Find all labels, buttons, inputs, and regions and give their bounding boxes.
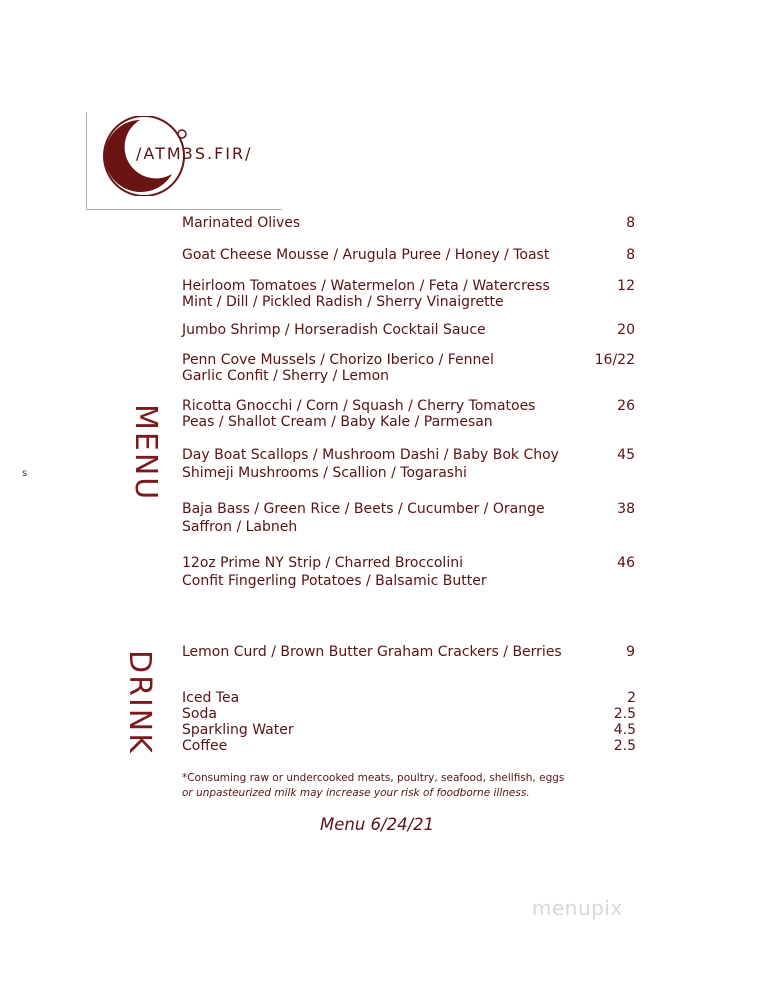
item-price: 26 (617, 398, 635, 414)
beverage-item (182, 706, 636, 722)
beverage-item (182, 738, 636, 754)
menu-item (182, 215, 638, 231)
menu-item (182, 247, 638, 263)
item-description: Peas / Shallot Cream / Baby Kale / Parmesan (182, 414, 493, 430)
item-description: Saffron / Labneh (182, 519, 298, 535)
item-price: 16/22 (594, 352, 635, 368)
drink-side-label: DRINK (122, 650, 157, 755)
item-name: 12oz Prime NY Strip / Charred Broccolini (182, 555, 463, 571)
restaurant-logo (100, 116, 290, 194)
watermark: menupix (532, 896, 623, 920)
item-name: Goat Cheese Mousse / Arugula Puree / Honey / Toast (182, 247, 550, 263)
beverage-price: 2.5 (613, 738, 636, 754)
item-name: Day Boat Scallops / Mushroom Dashi / Baby Bok Choy (182, 447, 559, 463)
item-name: Penn Cove Mussels / Chorizo Iberico / Fennel (182, 352, 494, 368)
item-price: 46 (617, 555, 635, 571)
menu-item (182, 352, 638, 384)
item-price: 45 (617, 447, 635, 463)
beverage-name: Coffee (182, 738, 228, 754)
item-name: Baja Bass / Green Rice / Beets / Cucumber / Orange (182, 501, 545, 517)
item-description: Confit Fingerling Potatoes / Balsamic Butter (182, 573, 487, 589)
item-name: Ricotta Gnocchi / Corn / Squash / Cherry Tomatoes (182, 398, 536, 414)
item-name: Lemon Curd / Brown Butter Graham Crackers / Berries (182, 644, 562, 660)
beverage-item (182, 722, 636, 738)
stray-mark: s (22, 468, 28, 479)
beverage-price: 4.5 (613, 722, 636, 738)
menu-item (182, 446, 638, 482)
menu-item (182, 500, 638, 536)
beverage-name: Soda (182, 706, 217, 722)
menu-side-label: MENU (128, 404, 163, 502)
item-price: 12 (617, 278, 635, 294)
item-price: 20 (617, 322, 635, 338)
item-description: Mint / Dill / Pickled Radish / Sherry Vinaigrette (182, 294, 504, 310)
beverage-price: 2 (627, 690, 636, 706)
menu-item (182, 554, 638, 590)
item-description: Shimeji Mushrooms / Scallion / Togarashi (182, 465, 467, 481)
item-price: 8 (626, 247, 635, 263)
item-price: 9 (626, 644, 635, 660)
menu-item (182, 278, 638, 310)
item-price: 8 (626, 215, 635, 231)
food-safety-disclaimer (182, 771, 564, 801)
item-name: Jumbo Shrimp / Horseradish Cocktail Sauce (182, 322, 486, 338)
disclaimer-line: *Consuming raw or undercooked meats, poultry, seafood, shellfish, eggs (182, 772, 565, 784)
dessert-item (182, 644, 638, 660)
menu-date: Menu 6/24/21 (320, 815, 435, 834)
menu-item (182, 398, 638, 430)
beverage-name: Sparkling Water (182, 722, 294, 738)
beverage-price: 2.5 (613, 706, 636, 722)
beverage-name: Iced Tea (182, 690, 240, 706)
logo-wordmark: /ATM3S.FIR/ (136, 144, 253, 163)
beverage-item (182, 690, 636, 706)
disclaimer-line: or unpasteurized milk may increase your risk of foodborne illness. (182, 787, 530, 799)
frame-line-left (86, 112, 87, 210)
item-name: Marinated Olives (182, 215, 301, 231)
item-price: 38 (617, 501, 635, 517)
item-name: Heirloom Tomatoes / Watermelon / Feta / Watercress (182, 278, 550, 294)
frame-line-bottom (86, 209, 282, 210)
item-description: Garlic Confit / Sherry / Lemon (182, 368, 390, 384)
menu-item (182, 322, 638, 338)
